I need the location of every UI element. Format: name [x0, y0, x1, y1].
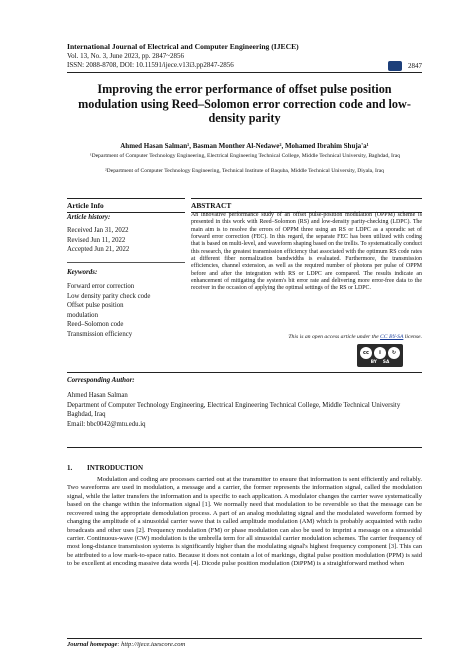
page-number: 2847 — [408, 62, 422, 70]
journal-homepage-footer — [67, 641, 185, 648]
keyword-item: Forward error correction — [67, 283, 135, 290]
corresponding-author-title: Corresponding Author: — [67, 376, 135, 384]
share-alike-icon: ↻ — [388, 347, 400, 359]
affiliation-2: ²Department of Computer Technology Engineering, Technical Institute of Baquba, Middle Technical University, Diyala, Iraq — [105, 168, 384, 174]
affiliation-1: ¹Department of Computer Technology Engineering, Electrical Engineering Technical College, Middle Technical University, Baghdad, Iraq — [89, 153, 401, 159]
section-heading-introduction — [67, 464, 143, 472]
paper-title: Improving the error performance of offset pulse position modulation using Reed–Solomon error correction code and low-density parity — [78, 82, 411, 125]
keyword-item: Transmission efficiency — [67, 330, 133, 338]
article-info-heading: Article Info — [67, 198, 185, 213]
open-access-suffix: license. — [403, 334, 422, 340]
keyword-item: Low density parity check code — [67, 292, 151, 300]
header-rule — [67, 72, 422, 73]
corresponding-email[interactable]: Email: bbc0042@mtu.edu.iq — [67, 421, 146, 429]
journal-logo-icon — [388, 61, 402, 71]
page-number-block — [388, 61, 422, 71]
journal-name: International Journal of Electrical and Computer Engineering (IJECE) — [67, 42, 299, 51]
cc-by-sa-badge[interactable] — [357, 344, 403, 367]
introduction-paragraph: Modulation and coding are processes carried out at the transmitter to ensure that information is sent efficiently and reliably. Two waveforms are used in modulation, a message and a carrier, the former represents the information signal, called the modulation signal, while the latter transfers the information and is specific to each application. A modulator changes the carrier wave systematically based on the change within the information signal [1]. We normally need that modulation to be reversible so that the message can be recovered using the appropriate demodulation process. A part of an analog modulating signal and the modulated waveform formed by changing the amplitude of a sinusoidal carrier wave that is called amplitude modulation (AM) which is probably acquainted with radio broadcasts and other uses [2]. Frequency modulation (FM) or phase modulation can also be used to imprint a message on a sinusoidal carrier. Continuous-wave (CW) modulation is the umbrella term for all sinusoidal carrier modulation schemes. The carrier frequency of most long-distance transmission systems is significantly higher than the modulating signal's highest frequency component [3]. This can be attributed to a low mark-to-space ratio. Because it does not contain a lot of markings, digital pulse position modulation (PPM) is said to be excellent at encoding massive data words [4]. Dicode pulse position modulation (DiPPM) is a straightforward method when — [67, 476, 422, 568]
corresponding-rule-bottom — [67, 447, 422, 448]
keyword-item: Reed–Solomon code — [67, 321, 124, 329]
abstract-heading: ABSTRACT — [191, 198, 422, 213]
footer-rule — [67, 638, 422, 639]
issn-doi: ISSN: 2088-8708, DOI: 10.11591/ijece.v13i3.pp2847-2856 — [67, 61, 234, 69]
attribution-icon: i — [374, 347, 386, 359]
section-title: INTRODUCTION — [87, 464, 144, 472]
corresponding-name: Ahmed Hasan Salman — [67, 392, 128, 399]
corresponding-author-block — [67, 391, 407, 430]
cc-by-label: BY — [370, 359, 377, 365]
cc-sa-label: SA — [382, 359, 390, 365]
homepage-url[interactable]: : http://ijece.iaescore.com — [117, 641, 186, 648]
keywords-title: Keywords: — [67, 268, 98, 276]
keyword-list — [67, 282, 187, 340]
received-date: Received Jan 31, 2022 — [67, 227, 129, 234]
revised-date: Revised Jun 11, 2022 — [67, 236, 126, 244]
article-history — [67, 226, 129, 255]
abstract-text: An innovative performance study of an offset pulse-position modulation (OPPM) scheme is presented in this work with Reed–Solomon (RS) and low-density parity-checking (LDPC). The main aim is to resolve the errors of OPPM three using an RS or LDPC as a sporadic set of forward error correction (FEC). In this regard, the separate FEC has been utilized with coding that is based on multi-level, and waveform shaping based on the trellis. To systematically conduct this research, the greatest transmission efficiency that associated with the optimum RS code rates at different fiber normalization bandwidths is evaluated. Furthermore, the transmission efficiencies, channel extension, as well as the required number of photons per pulse of OPPM before and after the integration with RS or LDPC are compared. The results indicate an enhancement of mitigating the system's bit error rate and delivering more error-free data to the receiver in the occasion of applying the optimal settings of the RS or LDPC. — [191, 212, 422, 292]
open-access-prefix: This is an open access article under the — [288, 334, 381, 340]
keyword-item: Offset pulse position — [67, 302, 124, 310]
keyword-item: modulation — [67, 311, 98, 319]
open-access-note — [288, 334, 422, 340]
corresponding-rule-top — [67, 372, 422, 373]
accepted-date: Accepted Jun 21, 2022 — [67, 246, 130, 254]
volume-info: Vol. 13, No. 3, June 2023, pp. 2847~2856 — [67, 52, 185, 60]
corresponding-city: Baghdad, Iraq — [67, 411, 106, 419]
cc-icon: cc — [360, 347, 372, 359]
author-list: Ahmed Hasan Salman¹, Basman Monther Al-Nedawe², Mohamed Ibrahim Shuja'a¹ — [120, 142, 369, 150]
section-number: 1. — [67, 464, 73, 472]
license-link[interactable]: CC BY-SA — [380, 334, 404, 340]
keywords-divider — [67, 262, 185, 263]
corresponding-department: Department of Computer Technology Engineering, Electrical Engineering Technical College, Middle Technical University — [67, 401, 401, 409]
article-history-title: Article history: — [67, 213, 111, 221]
homepage-label: Journal homepage — [67, 641, 118, 648]
